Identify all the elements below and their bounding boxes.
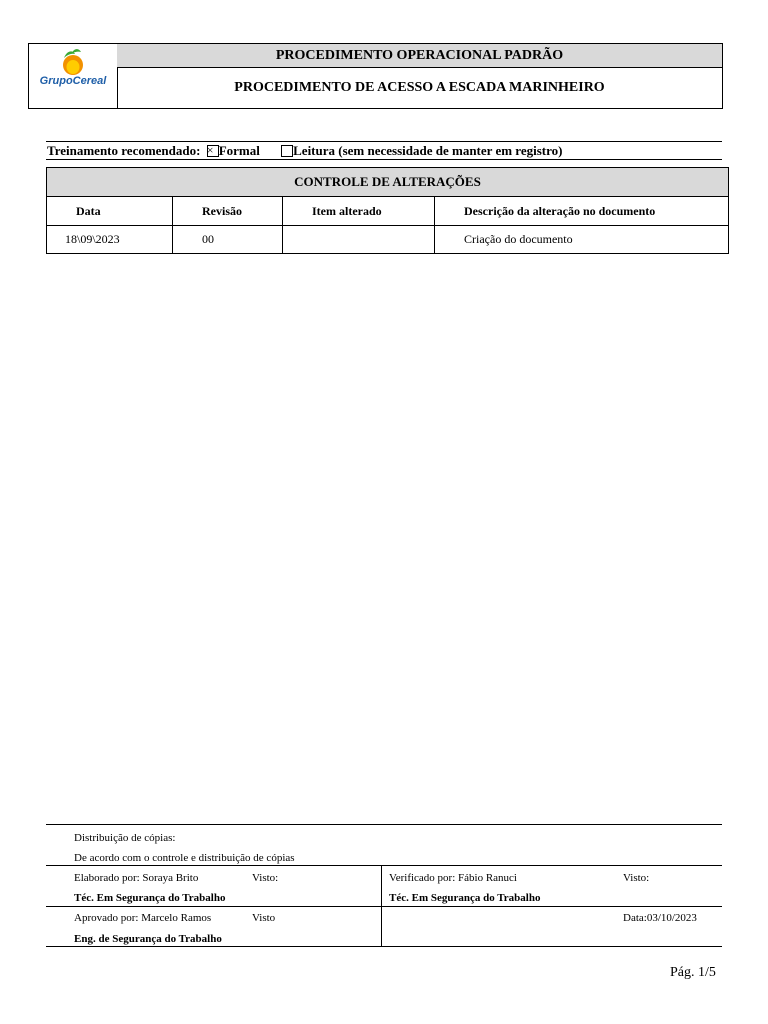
approved-by: Aprovado por: Marcelo Ramos [74, 912, 212, 924]
cell-item [283, 226, 435, 254]
distribution-label: Distribuição de cópias: [74, 832, 176, 844]
footer-top-border [46, 824, 722, 825]
approved-role: Eng. de Segurança do Trabalho [74, 933, 222, 945]
footer-bottom-border [46, 946, 722, 947]
document-type-title: PROCEDIMENTO OPERACIONAL PADRÃO [117, 44, 722, 68]
cell-revision: 00 [173, 226, 283, 254]
cell-date: 18\09\2023 [47, 226, 173, 254]
column-header-revision: Revisão [173, 197, 283, 226]
column-header-description: Descrição da alteração no documento [435, 197, 729, 226]
column-header-date: Data [47, 197, 173, 226]
training-label: Treinamento recomendado: [47, 143, 201, 158]
prepared-by: Elaborado por: Soraya Brito [74, 872, 199, 884]
verified-by: Verificado por: Fábio Ranuci [389, 872, 517, 884]
column-header-item: Item alterado [283, 197, 435, 226]
table-row [47, 226, 729, 254]
divider [46, 141, 722, 142]
verified-visto: Visto: [623, 872, 650, 884]
checkbox-x-mark: × [206, 143, 214, 157]
prepared-role: Téc. Em Segurança do Trabalho [74, 892, 226, 904]
cell-description: Criação do documento [435, 226, 729, 254]
approval-date: Data:03/10/2023 [623, 912, 697, 924]
formal-checkbox[interactable] [207, 145, 219, 157]
company-logo [29, 44, 117, 108]
reading-label: Leitura (sem necessidade de manter em registro) [293, 143, 563, 158]
verified-role: Téc. Em Segurança do Trabalho [389, 892, 541, 904]
formal-label: Formal [218, 143, 260, 158]
divider [46, 906, 722, 907]
training-recommendation [47, 143, 562, 159]
logo-text: GrupoCereal [39, 75, 107, 87]
document-header [28, 43, 723, 109]
approved-visto: Visto [252, 912, 276, 924]
prepared-visto: Visto: [252, 872, 279, 884]
table-title-row [47, 168, 729, 197]
page-number: Pág. 1/5 [670, 965, 716, 980]
table-title: CONTROLE DE ALTERAÇÕES [47, 168, 729, 197]
reading-checkbox[interactable] [281, 145, 293, 157]
distribution-text: De acordo com o controle e distribuição de cópias [74, 852, 295, 864]
divider [46, 159, 722, 160]
table-header-row [47, 197, 729, 226]
procedure-title: PROCEDIMENTO DE ACESSO A ESCADA MARINHEIRO [234, 80, 605, 95]
divider [46, 865, 722, 866]
logo-cell [29, 44, 118, 108]
change-control-table [46, 167, 729, 254]
